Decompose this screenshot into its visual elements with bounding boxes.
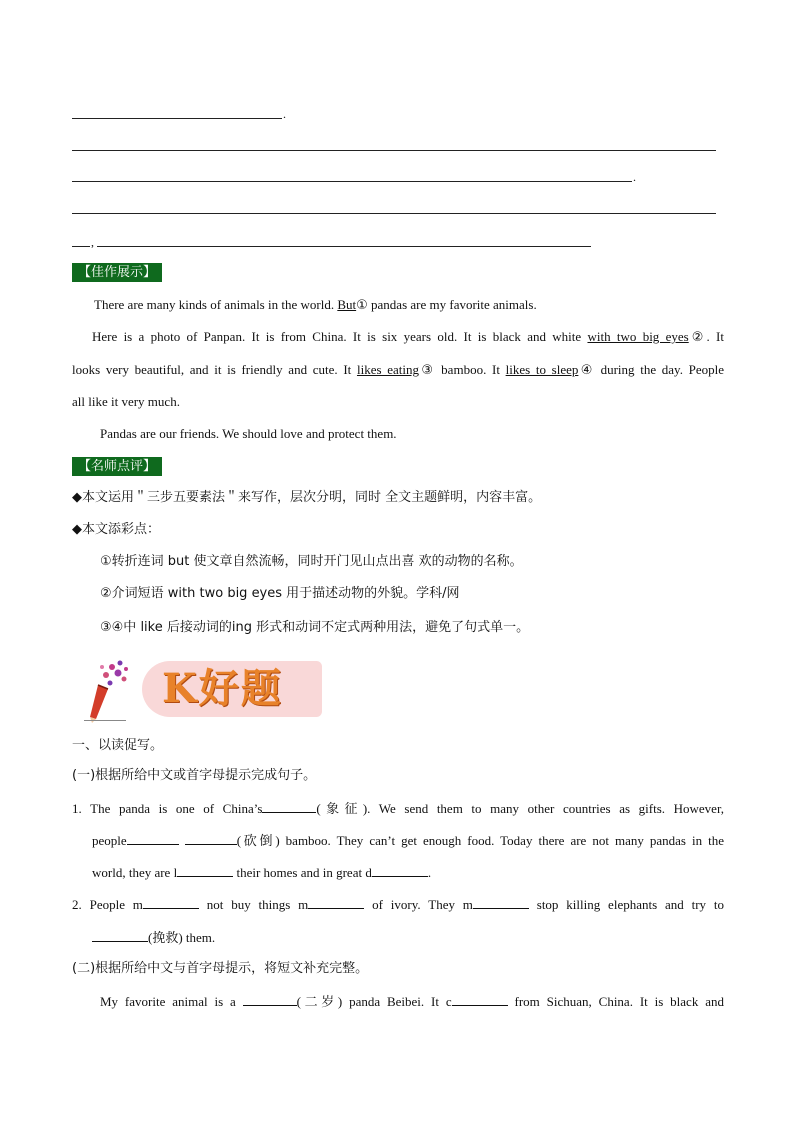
section-title: 一、以读促写。 [72,738,164,753]
part-2-title: (二)根据所给中文与首字母提示，将短文补充完整。 [72,961,369,976]
essay-paragraph-2: Here is a photo of Panpan. It is from China. It is six years old. It is black and white with two big eyes②. It [92,329,724,345]
line-period: . [633,170,636,184]
writing-line [72,181,632,182]
question-1-line-3: world, they are l their homes and in great d . [92,865,432,880]
answer-blank[interactable] [143,896,199,909]
line-comma: , [91,235,94,249]
answer-blank[interactable] [243,993,297,1006]
answer-blank[interactable] [308,896,364,909]
writing-line [72,213,716,214]
answer-blank[interactable] [185,832,237,845]
comment-bullet-1: ◆本文运用＂三步五要素法＂来写作，层次分明，同时 全文主题鲜明，内容丰富。 [72,490,542,505]
comment-point-1: ①转折连词 but 使文章自然流畅，同时开门见山点出喜 欢的动物的名称。 [100,554,523,569]
logo-text: K好题 [162,665,283,712]
essay-paragraph-1: There are many kinds of animals in the world. But① pandas are my favorite animals. [94,297,537,313]
question-2-line-2: (挽救) them. [72,929,724,946]
teacher-comment-tag: 【名师点评】 [72,457,162,476]
comment-bullet-2: ◆本文添彩点： [72,522,160,537]
highlight-with-two-big-eyes: with two big eyes [587,329,689,344]
highlight-but: But [337,297,357,312]
line-period: . [283,107,286,121]
writing-line [97,246,591,247]
answer-blank[interactable] [473,896,529,909]
question-1-line-1: 1. The panda is one of China’s (象征). We send them to many other countries as gifts. However, [72,801,725,816]
comment-point-2: ②介词短语 with two big eyes 用于描述动物的外貌。学科/网 [100,586,460,601]
answer-blank[interactable] [127,832,179,845]
passage-line-1: My favorite animal is a (二岁) panda Beibei. It c from Sichuan, China. It is black and [100,994,724,1009]
answer-blank[interactable] [372,864,428,877]
essay-paragraph-3: Pandas are our friends. We should love and protect them. [100,426,397,441]
answer-blank[interactable] [177,864,233,877]
question-2-line-1: 2. People m not buy things m of ivory. They m stop killing elephants and try to [72,897,724,912]
highlight-likes-to-sleep: likes to sleep [505,362,579,377]
answer-blank[interactable] [452,993,508,1006]
comment-point-3: ③④中 like 后接动词的ing 形式和动词不定式两种用法，避免了句式单一。 [100,620,530,635]
good-questions-logo [84,655,324,723]
question-1-line-2: people (砍倒) bamboo. They can’t get enough food. Today there are not many pandas in the [92,833,725,848]
essay-paragraph-2-cont: looks very beautiful, and it is friendly and cute. It likes eating③ bamboo. It likes to sleep④ during the day. People [72,362,725,378]
writing-line [72,246,90,247]
writing-line [72,150,716,151]
highlight-likes-eating: likes eating [356,362,419,377]
model-essay-tag: 【佳作展示】 [72,263,162,282]
part-1-title: (一)根据所给中文或首字母提示完成句子。 [72,768,317,783]
writing-line [72,118,282,119]
answer-blank[interactable] [262,800,316,813]
logo-underline [84,720,126,721]
essay-paragraph-2-end: all like it very much. [72,394,180,409]
answer-blank[interactable] [92,929,148,942]
